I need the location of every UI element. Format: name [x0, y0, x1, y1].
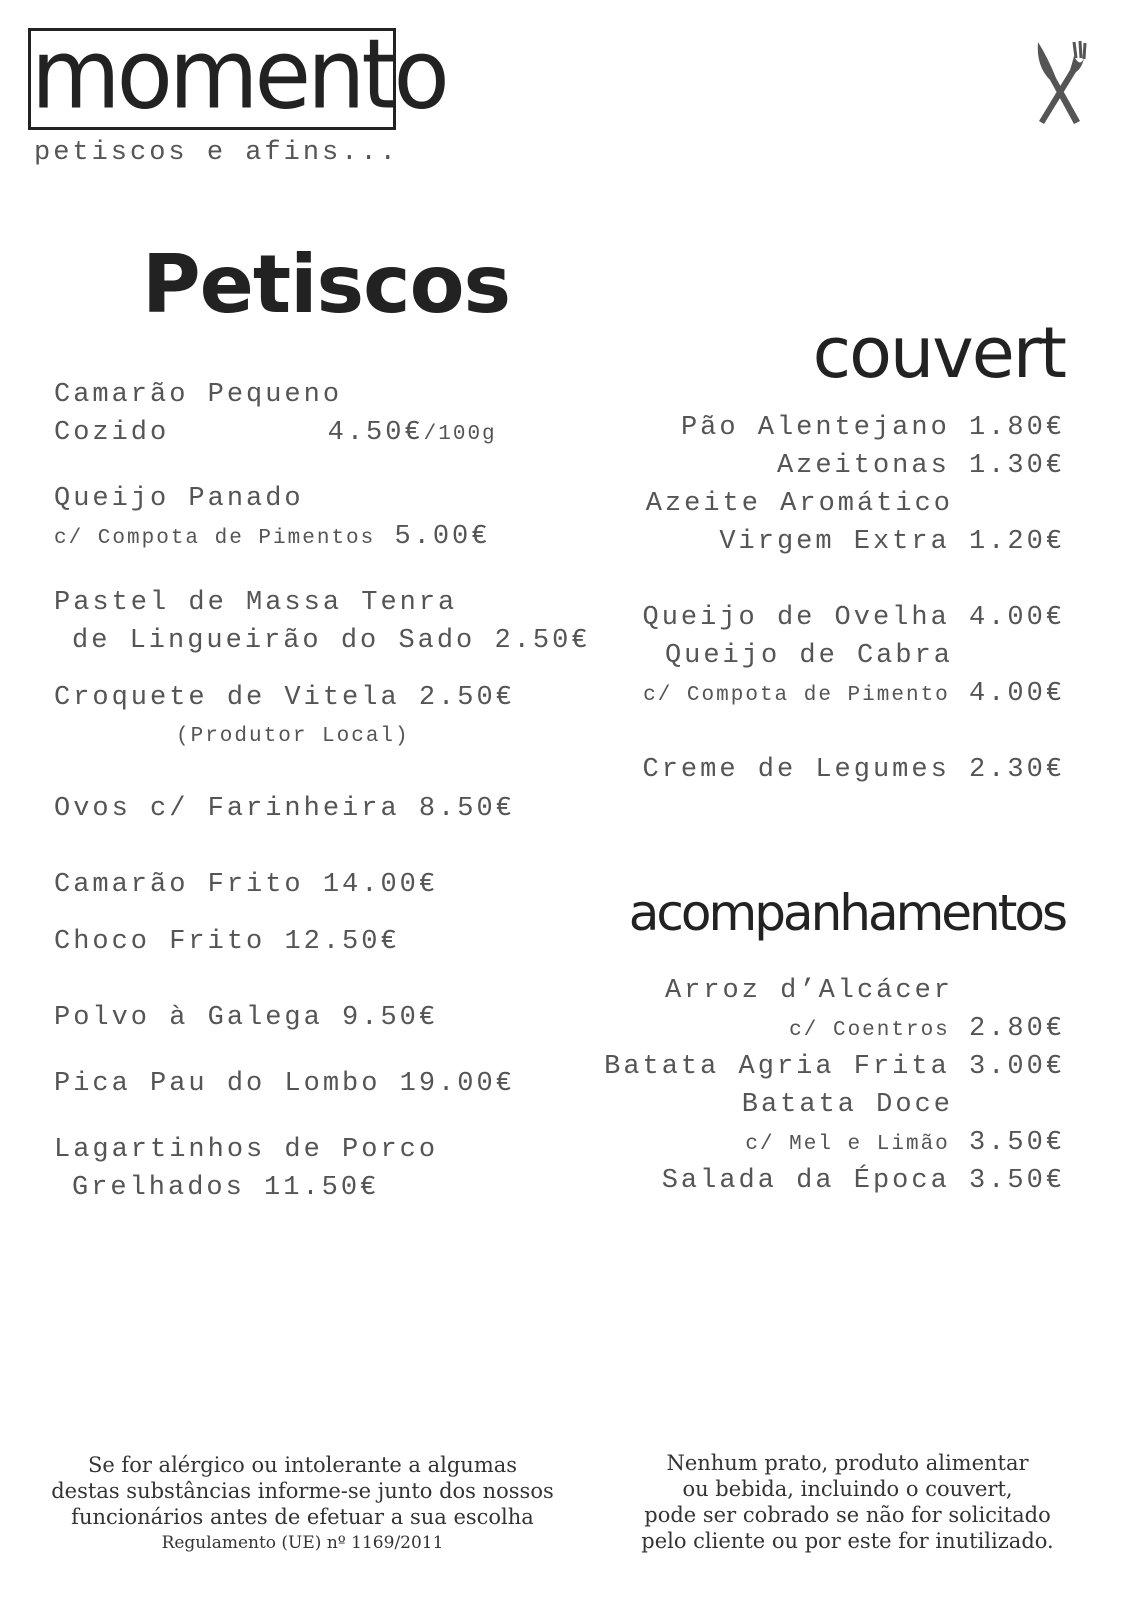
item-name: Pastel de Massa Tenra — [54, 588, 458, 618]
list-item — [54, 679, 515, 717]
item-price: 2.50€ — [418, 683, 515, 713]
list-item — [54, 999, 438, 1037]
list-item — [681, 409, 1065, 447]
list-item — [54, 1131, 438, 1169]
charge-line: ou bebida, incluindo o couvert, — [682, 1477, 1013, 1501]
item-price: 12.50€ — [284, 927, 400, 957]
list-item — [719, 523, 1065, 561]
list-item — [643, 599, 1065, 637]
list-item — [54, 1065, 515, 1103]
item-sub: c/ Coentros — [789, 1019, 950, 1042]
couvert-title: couvert — [812, 312, 1065, 394]
item-name: Azeite Aromático — [645, 489, 953, 519]
list-item — [646, 485, 953, 523]
list-item — [662, 1162, 1065, 1200]
item-sub: c/ Compota de Pimentos — [54, 527, 376, 550]
item-price: 2.30€ — [968, 755, 1065, 785]
item-name: Pica Pau do Lombo — [54, 1069, 381, 1099]
item-price: 3.50€ — [968, 1166, 1065, 1196]
list-item — [54, 790, 515, 828]
petiscos-title: Petiscos — [142, 238, 511, 331]
tagline: petiscos e afins... — [34, 138, 399, 168]
item-name: Queijo de Cabra — [664, 641, 953, 671]
item-unit: /100g — [423, 423, 497, 446]
list-item — [54, 923, 400, 961]
item-price: 5.00€ — [394, 522, 491, 552]
item-price: 2.80€ — [968, 1014, 1065, 1044]
list-item — [643, 675, 1065, 715]
list-item — [72, 622, 590, 660]
list-item — [72, 1169, 379, 1207]
list-item — [777, 447, 1065, 485]
list-item — [54, 480, 304, 518]
list-item — [54, 414, 497, 454]
item-price: 11.50€ — [264, 1173, 380, 1203]
list-item — [665, 972, 953, 1010]
allergy-notice — [30, 1452, 575, 1556]
item-sub: c/ Mel e Limão — [745, 1133, 950, 1156]
item-price: 3.00€ — [968, 1052, 1065, 1082]
item-price: 9.50€ — [342, 1003, 439, 1033]
item-name: Pão Alentejano — [680, 413, 950, 443]
item-name: Salada da Época — [661, 1166, 950, 1196]
list-item — [742, 1086, 953, 1124]
item-name: Ovos c/ Farinheira — [54, 794, 400, 824]
regulation-reference: Regulamento (UE) nº 1169/2011 — [161, 1533, 444, 1553]
item-note: (Produtor Local) — [176, 725, 410, 748]
list-item — [745, 1124, 1065, 1164]
item-name: Arroz d’Alcácer — [664, 976, 953, 1006]
list-item — [54, 518, 490, 558]
acompanhamentos-title: acompanhamentos — [628, 884, 1065, 942]
item-sub: c/ Compota de Pimento — [643, 684, 950, 707]
item-price: 2.50€ — [494, 626, 591, 656]
item-name: Virgem Extra — [719, 527, 950, 557]
item-price: 1.20€ — [968, 527, 1065, 557]
item-name: Queijo de Ovelha — [642, 603, 950, 633]
charge-line: pelo cliente ou por este for inutilizado. — [641, 1529, 1054, 1553]
logo — [28, 18, 446, 131]
item-price: 1.80€ — [968, 413, 1065, 443]
item-name: Lagartinhos de Porco — [54, 1135, 439, 1165]
item-name: Batata Doce — [741, 1090, 953, 1120]
item-name: Polvo à Galega — [54, 1003, 323, 1033]
charge-line: Nenhum prato, produto alimentar — [666, 1451, 1029, 1475]
item-name: Batata Agria Frita — [604, 1052, 950, 1082]
item-name: Grelhados — [72, 1173, 245, 1203]
item-name: Creme de Legumes — [642, 755, 950, 785]
item-price: 1.30€ — [968, 451, 1065, 481]
item-name: Camarão Pequeno — [54, 380, 343, 410]
item-price: 14.00€ — [322, 870, 439, 900]
allergy-line: destas substâncias informe-se junto dos nossos — [51, 1479, 554, 1503]
list-item — [54, 584, 457, 622]
list-item — [643, 751, 1065, 789]
list-item — [789, 1010, 1065, 1050]
list-item — [54, 376, 342, 414]
logo-text: momento — [31, 18, 446, 131]
item-name: Camarão Frito — [54, 870, 304, 900]
item-name: Croquete de Vitela — [54, 683, 400, 713]
charge-line: pode ser cobrado se não for solicitado — [644, 1503, 1051, 1527]
item-name: Choco Frito — [54, 927, 266, 957]
item-price: 4.50€ — [327, 418, 424, 448]
item-price: 4.00€ — [968, 603, 1065, 633]
list-item — [665, 637, 953, 675]
item-name: Queijo Panado — [54, 484, 304, 514]
allergy-line: Se for alérgico ou intolerante a algumas — [87, 1453, 518, 1477]
item-name: de Lingueirão do Sado — [72, 626, 476, 656]
charge-notice — [600, 1450, 1095, 1554]
item-price: 8.50€ — [418, 794, 515, 824]
cutlery-icon — [1030, 38, 1090, 128]
item-price: 3.50€ — [968, 1128, 1065, 1158]
item-price: 4.00€ — [968, 679, 1065, 709]
list-item — [54, 866, 438, 904]
item-name: Cozido — [54, 418, 170, 448]
allergy-line: funcionários antes de efetuar a sua escolha — [71, 1505, 534, 1529]
list-item — [604, 1048, 1065, 1086]
item-price: 19.00€ — [399, 1069, 515, 1099]
item-name: Azeitonas — [776, 451, 950, 481]
